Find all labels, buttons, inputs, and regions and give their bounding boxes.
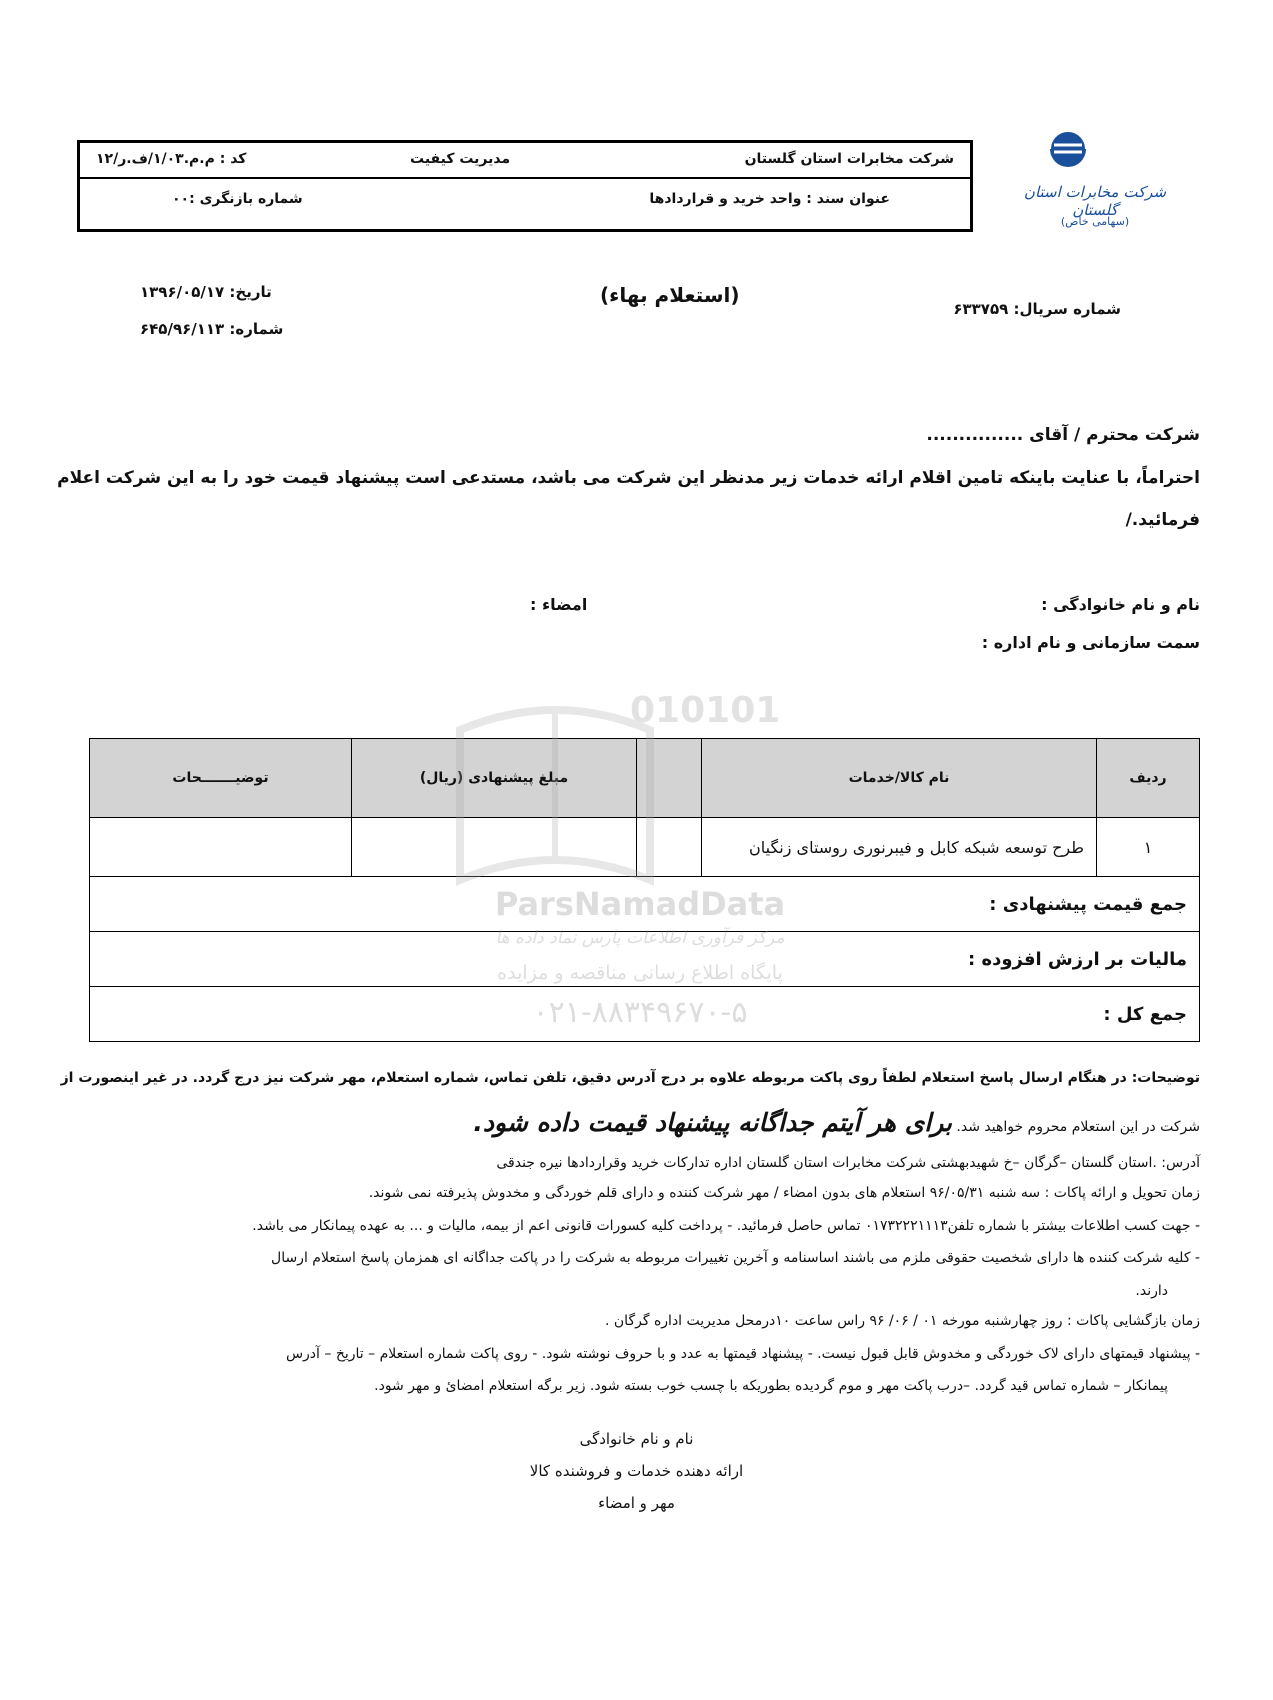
notes-cell bbox=[90, 818, 352, 877]
signature-name: نام و نام خانوادگی bbox=[579, 1430, 694, 1448]
item-name-cell: طرح توسعه شبکه کابل و فیبرنوری روستای زنگیان bbox=[702, 818, 1097, 877]
watermark-line2: پایگاه اطلاع رسانی مناقصه و مزایده bbox=[497, 962, 783, 984]
note-exclusion-line bbox=[473, 1108, 1200, 1137]
total-price-label: جمع قیمت پیشنهادی : bbox=[90, 877, 1200, 932]
grand-total-label: جمع کل : bbox=[90, 987, 1200, 1042]
price-inquiry-table bbox=[89, 738, 1200, 1042]
watermark-line1: مرکز فرآوری اطلاعات پارس نماد داده ها bbox=[495, 928, 785, 948]
document-header-box bbox=[77, 140, 973, 232]
note-separate-pricing: برای هر آیتم جداگانه پیشنهاد قیمت داده شود. bbox=[473, 1108, 952, 1137]
name-label: نام و نام خانوادگی : bbox=[1041, 595, 1200, 614]
note-proposal-line2: پیمانکار – شماره تماس قید گردد. –درب پاکت مهر و موم گردیده بطوریکه با چسب خوب بسته شود. زیر برگه استعلام امضائ و مهر شود. bbox=[374, 1378, 1168, 1394]
header-company: شرکت مخابرات استان گلستان bbox=[744, 151, 954, 167]
price-cell bbox=[352, 818, 637, 877]
document-title: (استعلام بهاء) bbox=[600, 283, 740, 307]
vat-label: مالیات بر ارزش افزوده : bbox=[90, 932, 1200, 987]
header-department: مدیریت کیفیت bbox=[410, 151, 511, 167]
column-header-price: مبلغ پیشنهادی (ریال) bbox=[352, 739, 637, 818]
logo-text: شرکت مخابرات استان گلستان bbox=[1023, 183, 1167, 219]
watermark-brand: ParsNamadData bbox=[494, 885, 786, 923]
grand-total-row bbox=[90, 987, 1200, 1042]
signature-label: امضاء : bbox=[530, 595, 588, 614]
signature-role: ارائه دهنده خدمات و فروشنده کالا bbox=[529, 1462, 744, 1480]
header-code: کد : م.م.۱/۰۳/ف.ر/۱۲ bbox=[96, 151, 247, 167]
logo-subtext: (سهامی خاص) bbox=[1060, 215, 1130, 228]
column-header-row-number: ردیف bbox=[1097, 739, 1200, 818]
salutation: شرکت محترم / آقای ............... bbox=[926, 425, 1200, 445]
note-address: آدرس: .استان گلستان –گرگان –خ شهیدبهشتی شرکت مخابرات استان گلستان اداره تدارکات خرید وقراردادها نیره جندقی bbox=[496, 1155, 1200, 1171]
letter-body-line2: فرمائید./ bbox=[1125, 510, 1200, 530]
serial-number: شماره سریال: ۶۳۳۷۵۹ bbox=[953, 300, 1121, 318]
note-legal-line2: دارند. bbox=[1135, 1283, 1168, 1299]
watermark-digits: 010101 bbox=[630, 690, 781, 731]
note-opening-time: زمان بازگشایی پاکات : روز چهارشنبه مورخه ۰۱ / ۰۶/ ۹۶ راس ساعت ۱۰درمحل مدیریت اداره گرگان . bbox=[605, 1313, 1200, 1329]
note-legal-line1: - کلیه شرکت کننده ها دارای شخصیت حقوقی ملزم می باشند اساسنامه و آخرین تغییرات مربوطه به شرکت را در پاکت جداگانه ای همزمان پاسخ استعلام ارسال bbox=[271, 1250, 1200, 1266]
table-row bbox=[90, 818, 1200, 877]
header-doc-title: عنوان سند : واحد خرید و قراردادها bbox=[649, 191, 890, 207]
note-instructions: توضیحات: در هنگام ارسال پاسخ استعلام لطفاً روی پاکت مربوطه علاوه بر درج آدرس دقیق، تلفن تماس، شماره استعلام، مهر شرکت نیز درج گردد. در غیر اینصورت از bbox=[60, 1070, 1200, 1086]
organization-label: سمت سازمانی و نام اداره : bbox=[981, 633, 1200, 652]
vat-row bbox=[90, 932, 1200, 987]
letter-body-line1: احتراماً، با عنایت باینکه تامین اقلام ارائه خدمات زیر مدنظر این شرکت می باشد، مستدعی است پیشنهاد قیمت خود را به این شرکت اعلام bbox=[57, 468, 1200, 488]
note-contact-info: - جهت کسب اطلاعات بیشتر با شماره تلفن۰۱۷۳۲۲۲۱۱۱۳ تماس حاصل فرمائید. - پرداخت کلیه کسورات قانونی اعم از بیمه، مالیات و ... به عهده پیمانکار می باشد. bbox=[252, 1218, 1200, 1234]
signature-stamp: مهر و امضاء bbox=[598, 1494, 675, 1512]
note-exclusion: شرکت در این استعلام محروم خواهید شد. bbox=[956, 1119, 1200, 1135]
watermark-phone: ۰۲۱-۸۸۳۴۹۶۷۰-۵ bbox=[532, 995, 748, 1030]
document-number: شماره: ۶۴۵/۹۶/۱۱۳ bbox=[140, 320, 284, 338]
company-logo bbox=[1020, 125, 1200, 245]
note-proposal-line1: - پیشنهاد قیمتهای دارای لاک خوردگی و مخدوش قابل قبول نیست. - پیشنهاد قیمتها به عدد و با حروف نوشته شود. - روی پاکت شماره استعلام – تاریخ – آدرس bbox=[285, 1346, 1200, 1362]
total-row bbox=[90, 877, 1200, 932]
document-date: تاریخ: ۱۳۹۶/۰۵/۱۷ bbox=[140, 283, 272, 301]
row-number-cell: ۱ bbox=[1097, 818, 1200, 877]
column-header-item: نام کالا/خدمات bbox=[702, 739, 1097, 818]
column-header-notes: توضیـــــــحات bbox=[90, 739, 352, 818]
blank-cell bbox=[637, 818, 702, 877]
header-revision: شماره بازنگری :۰۰ bbox=[172, 191, 303, 207]
column-header-blank bbox=[637, 739, 702, 818]
table-header-row bbox=[90, 739, 1200, 818]
note-delivery: زمان تحویل و ارائه پاکات : سه شنبه ۹۶/۰۵/۳۱ استعلام های بدون امضاء / مهر شرکت کننده و دارای قلم خوردگی و مخدوش پذیرفته نمی شوند. bbox=[368, 1185, 1200, 1201]
